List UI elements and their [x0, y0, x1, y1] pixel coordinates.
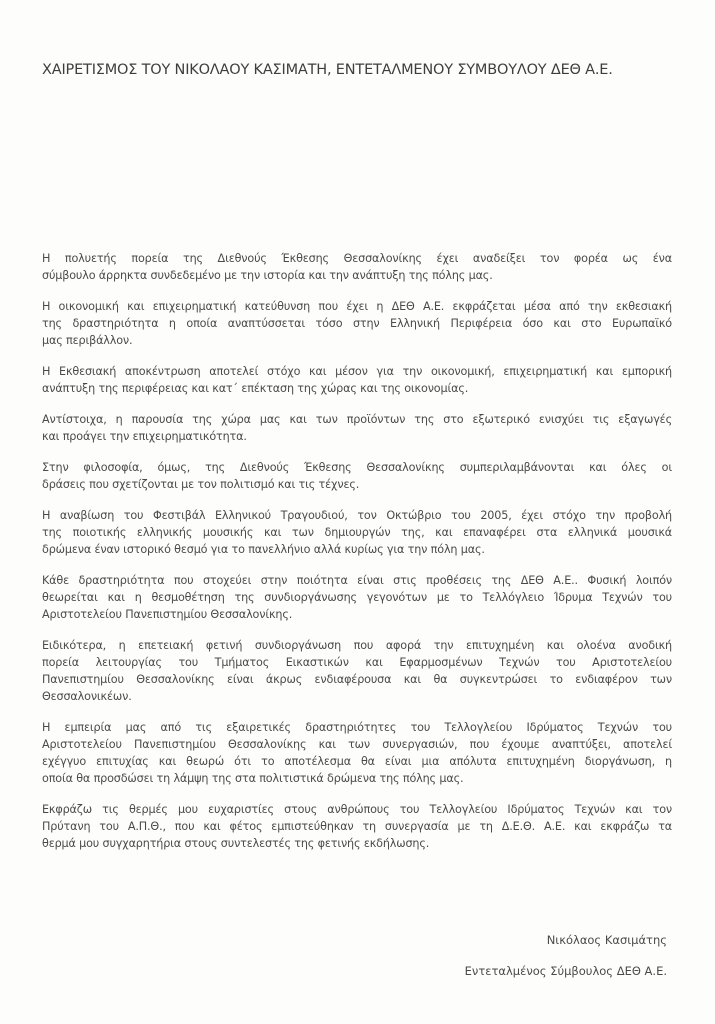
- paragraph: [42, 298, 672, 349]
- text-line: Η αναβίωση του Φεστιβάλ Ελληνικού Τραγουδιού, τον Οκτώβριο του 2005, έχει στόχο την προβολή: [42, 509, 672, 522]
- text-line: Αριστοτελείου Πανεπιστημίου Θεσσαλονίκης και των συνεργασιών, που έχουμε αναπτύξει, αποτελεί: [42, 738, 672, 751]
- signature-position: Εντεταλμένος Σύμβουλος ΔΕΘ Α.Ε.: [464, 964, 667, 978]
- text-line: μας περιβάλλον.: [42, 334, 133, 347]
- text-line: Η πολυετής πορεία της Διεθνούς Έκθεσης Θεσσαλονίκης έχει αναδείξει τον φορέα ως ένα: [42, 252, 672, 265]
- text-line: πορεία λειτουργίας του Τμήματος Εικαστικών και Εφαρμοσμένων Τεχνών του Αριστοτελείου: [42, 656, 672, 669]
- paragraph: [42, 719, 672, 787]
- text-line: Η Εκθεσιακή αποκέντρωση αποτελεί στόχο και μέσον για την οικονομική, επιχειρηματική και εμπορική: [42, 365, 672, 378]
- text-line: Αριστοτελείου Πανεπιστημίου Θεσσαλονίκης.: [42, 608, 293, 621]
- text-line: της δραστηριότητα η οποία αναπτύσσεται τόσο στην Ελληνική Περιφέρεια όσο και στο Ευρωπαϊκό: [42, 317, 672, 330]
- signature-name: Νικόλαος Κασιμάτης: [546, 933, 667, 947]
- text-line: και προάγει την επιχειρηματικότητα.: [42, 430, 247, 443]
- paragraph: [42, 459, 672, 493]
- letter-body: [42, 250, 672, 866]
- text-line: Ειδικότερα, η επετειακή φετινή συνδιοργάνωση που αφορά την επιτυχημένη και ολοένα ανοδική: [42, 639, 672, 652]
- text-line: δράσεις που σχετίζονται με τον πολιτισμό και τις τέχνες.: [42, 478, 360, 491]
- text-line: Εκφράζω τις θερμές μου ευχαριστίες στους ανθρώπους του Τελλογλείου Ιδρύματος Τεχνών και τον: [42, 803, 672, 816]
- text-line: Η εμπειρία μας από τις εξαιρετικές δραστηριότητες του Τελλογλείου Ιδρύματος Τεχνών του: [42, 721, 672, 734]
- paragraph: [42, 250, 672, 284]
- text-line: Αντίστοιχα, η παρουσία της χώρα μας και των προϊόντων της στο εξωτερικό ενισχύει τις εξαγωγές: [42, 413, 672, 426]
- text-line: δρώμενα έναν ιστορικό θεσμό για το πανελλήνιο αλλά κυρίως για την πόλη μας.: [42, 543, 485, 556]
- paragraph: [42, 637, 672, 705]
- text-line: της ποιοτικής ελληνικής μουσικής και των δημιουργών της, και επαναφέρει στα ελληνικά μουσικά: [42, 526, 672, 539]
- text-line: Θεσσαλονικέων.: [42, 690, 132, 703]
- text-line: Στην φιλοσοφία, όμως, της Διεθνούς Έκθεσης Θεσσαλονίκης συμπεριλαμβάνονται και όλες οι: [42, 461, 672, 474]
- paragraph: [42, 411, 672, 445]
- paragraph: [42, 801, 672, 852]
- text-line: ανάπτυξη της περιφέρειας και κατ΄ επέκταση της χώρας και της οικονομίας.: [42, 382, 469, 395]
- paragraph: [42, 363, 672, 397]
- text-line: Πανεπιστημίου Θεσσαλονίκης είναι άκρως ενδιαφέρουσα και θα συγκεντρώσει το ενδιαφέρον των: [42, 673, 672, 686]
- text-line: Κάθε δραστηριότητα που στοχεύει στην ποιότητα είναι στις προθέσεις της ΔΕΘ Α.Ε.. Φυσική λοιπόν: [42, 574, 672, 587]
- text-line: σύμβουλο άρρηκτα συνδεδεμένο με την ιστορία και την ανάπτυξη της πόλης μας.: [42, 269, 493, 282]
- text-line: θεωρείται και η θεσμοθέτηση της συνδιοργάνωσης γεγονότων με το Τελλόγλειο Ίδρυμα Τεχνών του: [42, 591, 672, 604]
- paragraph: [42, 507, 672, 558]
- text-line: οποία θα προσδώσει τη λάμψη της στα πολιτιστικά δρώμενα της πόλης μας.: [42, 772, 464, 785]
- text-line: θερμά μου συγχαρητήρια στους συντελεστές της φετινής εκδήλωσης.: [42, 837, 430, 850]
- document-title: ΧΑΙΡΕΤΙΣΜΟΣ ΤΟΥ ΝΙΚΟΛΑΟΥ ΚΑΣΙΜΑΤΗ, ΕΝΤΕΤΑΛΜΕΝΟΥ ΣΥΜΒΟΥΛΟΥ ΔΕΘ Α.Ε.: [42, 62, 613, 78]
- paragraph: [42, 572, 672, 623]
- text-line: Η οικονομική και επιχειρηματική κατεύθυνση που έχει η ΔΕΘ Α.Ε. εκφράζεται μέσα από την εκθεσιακή: [42, 300, 672, 313]
- text-line: Πρύτανη του Α.Π.Θ., που και φέτος εμπιστεύθηκαν τη συνεργασία με τη Δ.Ε.Θ. Α.Ε. και εκφράζω τα: [42, 820, 672, 833]
- text-line: εχέγγυο επιτυχίας και θεωρώ ότι το αποτέλεσμα θα είναι μια απόλυτα επιτυχημένη διοργάνωση, η: [42, 755, 672, 768]
